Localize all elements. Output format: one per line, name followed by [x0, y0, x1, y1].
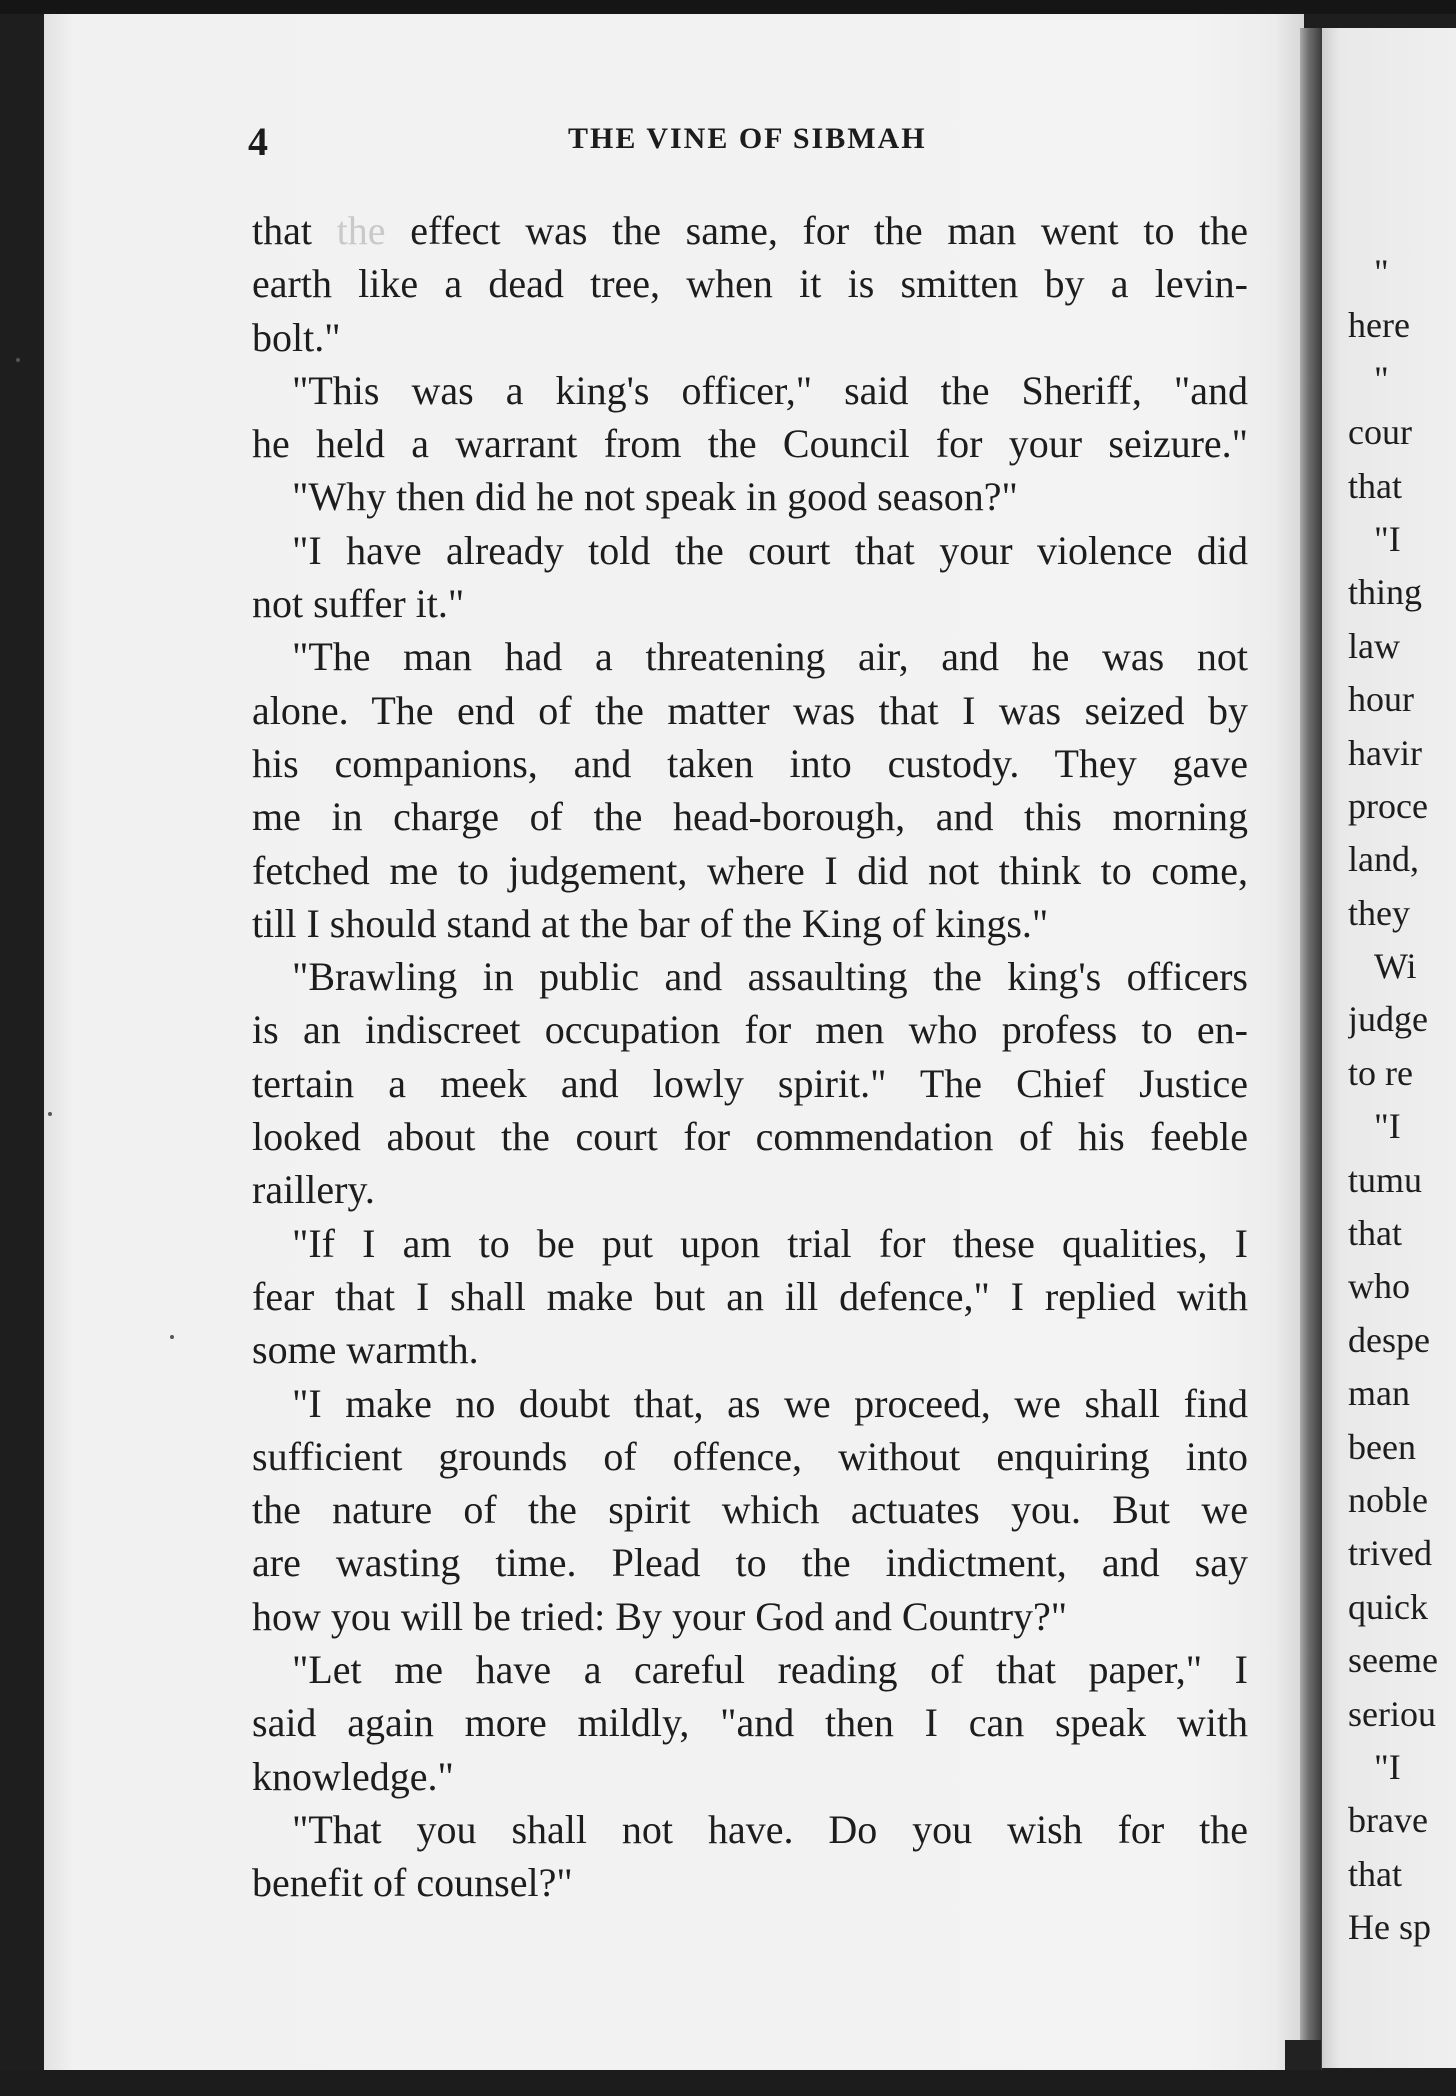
right-text-line: seriou — [1348, 1693, 1436, 1734]
text-line: his companions, and taken into custody. They gave — [252, 740, 1248, 786]
text-line: "The man had a threatening air, and he was not — [292, 634, 1248, 680]
line-word: that — [252, 208, 337, 253]
right-text-line: that — [1348, 1213, 1402, 1254]
right-text-line: judge — [1348, 999, 1428, 1040]
right-text-line: law — [1348, 625, 1400, 666]
text-line: how you will be tried: By your God and Country?" — [252, 1593, 1068, 1639]
page-body-text — [252, 204, 1248, 1910]
bottom-shadow — [0, 2070, 1456, 2096]
right-page-text — [1348, 246, 1456, 1955]
running-title: THE VINE OF SIBMAH — [568, 122, 927, 155]
text-line: knowledge." — [252, 1753, 454, 1799]
right-text-line: " — [1374, 252, 1389, 292]
text-line: "This was a king's officer," said the Sheriff, "and — [292, 367, 1248, 413]
right-text-line: "I — [1374, 518, 1401, 559]
text-line: raillery. — [252, 1167, 375, 1213]
scan-speck — [16, 358, 20, 362]
right-text-line: tumu — [1348, 1159, 1423, 1200]
right-text-line: trived — [1348, 1533, 1432, 1574]
right-text-line: land, — [1348, 839, 1419, 880]
scan-speck — [48, 1112, 52, 1116]
right-text-line: who — [1348, 1266, 1410, 1307]
book-gutter — [1300, 28, 1322, 2096]
right-text-line: He sp — [1348, 1907, 1431, 1948]
text-line: the nature of the spirit which actuates you. But we — [252, 1487, 1248, 1533]
text-line: me in charge of the head-borough, and this morning — [252, 794, 1248, 840]
text-line: fetched me to judgement, where I did not think to come, — [252, 847, 1248, 893]
text-line: benefit of counsel?" — [252, 1860, 573, 1906]
right-text-line: they — [1348, 892, 1410, 933]
right-text-line: to re — [1348, 1052, 1413, 1093]
top-shadow — [0, 0, 1456, 14]
right-text-line: "I — [1374, 1746, 1401, 1787]
right-text-line: proce — [1348, 785, 1428, 826]
text-line: "Why then did he not speak in good season?" — [292, 474, 1018, 520]
text-line: earth like a dead tree, when it is smitten by a levin- — [252, 261, 1248, 307]
right-text-line: quick — [1348, 1586, 1428, 1627]
right-text-line: thing — [1348, 572, 1423, 613]
text-line: are wasting time. Plead to the indictment, and say — [252, 1540, 1248, 1586]
right-text-line: man — [1348, 1373, 1410, 1414]
page-number: 4 — [248, 119, 268, 164]
text-line: fear that I shall make but an ill defence," I replied with — [252, 1273, 1248, 1319]
right-text-line: cour — [1348, 412, 1412, 453]
right-text-line: seeme — [1348, 1640, 1438, 1681]
line-word: effect was the same, for the man went to the — [385, 208, 1248, 253]
text-line: till I should stand at the bar of the King of kings." — [252, 900, 1049, 946]
text-line: tertain a meek and lowly spirit." The Chief Justice — [252, 1060, 1248, 1106]
text-line: said again more mildly, "and then I can speak with — [252, 1700, 1248, 1746]
right-text-line: been — [1348, 1426, 1416, 1467]
right-text-line: that — [1348, 1853, 1402, 1894]
right-text-line: here — [1348, 305, 1410, 346]
text-line: he held a warrant from the Council for your seizure." — [252, 421, 1248, 467]
scan-speck — [170, 1335, 174, 1339]
right-text-line: " — [1374, 358, 1389, 399]
right-text-line: noble — [1348, 1479, 1428, 1520]
text-line: sufficient grounds of offence, without enquiring into — [252, 1433, 1248, 1479]
text-line: "Brawling in public and assaulting the king's officers — [292, 954, 1248, 1000]
right-text-line: despe — [1348, 1319, 1430, 1360]
right-text-line: "I — [1374, 1106, 1401, 1147]
text-line: some warmth. — [252, 1327, 479, 1373]
text-line: alone. The end of the matter was that I was seized by — [252, 687, 1248, 733]
text-line: "I make no doubt that, as we proceed, we shall find — [292, 1380, 1248, 1426]
text-line — [252, 204, 1248, 257]
text-line: "If I am to be put upon trial for these qualities, I — [292, 1220, 1248, 1266]
text-line: is an indiscreet occupation for men who profess to en- — [252, 1007, 1248, 1053]
running-head — [248, 118, 1248, 164]
right-text-line: havir — [1348, 732, 1422, 773]
right-text-line: brave — [1348, 1800, 1428, 1841]
text-line: bolt." — [252, 314, 341, 360]
faded-word: the — [336, 208, 386, 253]
right-text-line: that — [1348, 465, 1402, 506]
right-text-line: Wi — [1374, 946, 1417, 987]
text-line: "I have already told the court that your violence did — [292, 527, 1248, 573]
right-text-line: hour — [1348, 679, 1414, 720]
text-line: not suffer it." — [252, 581, 465, 627]
text-line: "Let me have a careful reading of that paper," I — [292, 1647, 1248, 1693]
text-line: looked about the court for commendation of his feeble — [252, 1114, 1248, 1160]
text-line: "That you shall not have. Do you wish for the — [292, 1806, 1248, 1852]
